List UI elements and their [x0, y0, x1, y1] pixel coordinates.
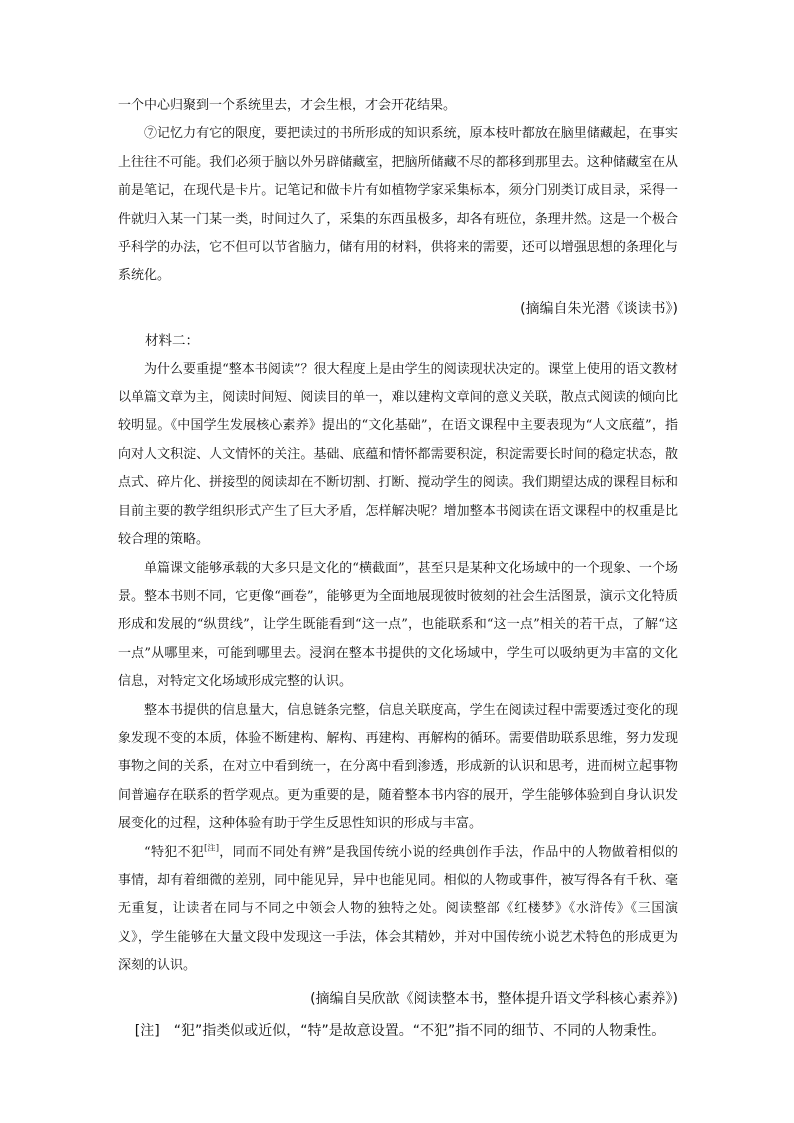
paragraph-4-lead: “特犯不犯: [144, 844, 205, 860]
source-citation-2: (摘编自吴欣歆《阅读整本书，整体提升语文学科核心素养》): [310, 990, 678, 1007]
source-citation-1: (摘编自朱光潜《谈读书》): [520, 300, 678, 317]
material-two-paragraph-3: 整本书提供的信息量大，信息链条完整，信息关联度高，学生在阅读过程中需要透过变化的现象发现不变的本质，体验不断建构、解构、再建构、再解构的循环。需要借助联系思维，努力发现事物之间的关系，在对立中看到统一，在分离中看到渗透，形成新的认识和思考，进而树立起事物间普遍存在联系的哲学观点。更为重要的是，随着整本书内容的展开，学生能够体验到自身认识发展变化的过程，这种体验有助于学生反思性知识的形成与丰富。: [118, 702, 678, 832]
paragraph-7: ⑦记忆力有它的限度，要把读过的书所形成的知识系统，原本枝叶都放在脑里储藏起，在事实上往往不可能。我们必须于脑以外另辟储藏室，把脑所储藏不尽的都移到那里去。这种储藏室在从前是笔记，在现代是卡片。记笔记和做卡片有如植物学家采集标本，须分门别类订成目录，采得一件就归入某一门某一类，时间过久了，采集的东西虽极多，却各有班位，条理井然。这是一个极合乎科学的办法，它不但可以节省脑力，储有用的材料，供将来的需要，还可以增强思想的条理化与系统化。: [118, 126, 678, 284]
material-two-paragraph-1: 为什么要重提“整本书阅读”？很大程度上是由学生的阅读现状决定的。课堂上使用的语文教材以单篇文章为主，阅读时间短、阅读目的单一，难以建构文章间的意义关联，散点式阅读的倾向比较明显。《中国学生发展核心素养》提出的“文化基础”，在语文课程中主要表现为“人文底蕴”，指向对人文积淀、人文情怀的关注。基础、底蕴和情怀都需要积淀，积淀需要长时间的稳定状态，散点式、碎片化、拼接型的阅读却在不断切割、打断、搅动学生的阅读。我们期望达成的课程目标和目前主要的教学组织形式产生了巨大矛盾，怎样解决呢？增加整本书阅读在语文课程中的权重是比较合理的策略。: [118, 361, 678, 548]
footnote: [注] “犯”指类似或近似，“特”是故意设置。“不犯”指不同的细节、不同的人物秉性。: [134, 1023, 666, 1039]
material-two-heading: 材料二：: [145, 333, 199, 350]
document-body: [118, 92, 678, 1045]
material-two-paragraph-4: [118, 839, 678, 981]
paragraph-4-rest: ，同而不同处有辨”是我国传统小说的经典创作手法，作品中的人物做着相似的事情，却有着细微的差别，同中能见异，异中也能见同。相似的人物或事件，被写得各有千秋、毫无重复，让读者在同与不同之中领会人物的独特之处。阅读整部《红楼梦》《水浒传》《三国演义》，学生能够在大量文段中发现这一手法，体会其精妙，并对中国传统小说艺术特色的形成更为深刻的认识。: [118, 844, 678, 974]
material-two-paragraph-2: 单篇课文能够承载的大多只是文化的“横截面”，甚至只是某种文化场域中的一个现象、一个场景。整本书则不同，它更像“画卷”，能够更为全面地展现彼时彼刻的社会生活图景，演示文化特质形成和发展的“纵贯线”，让学生既能看到“这一点”，也能联系和“这一点”相关的若干点，了解“这一点”从哪里来，可能到哪里去。浸润在整本书提供的文化场域中，学生可以吸纳更为丰富的文化信息，对特定文化场域形成完整的认识。: [118, 560, 678, 690]
paragraph-continued: 一个中心归聚到一个系统里去，才会生根，才会开花结果。: [118, 98, 457, 113]
note-marker: [注]: [204, 843, 219, 853]
